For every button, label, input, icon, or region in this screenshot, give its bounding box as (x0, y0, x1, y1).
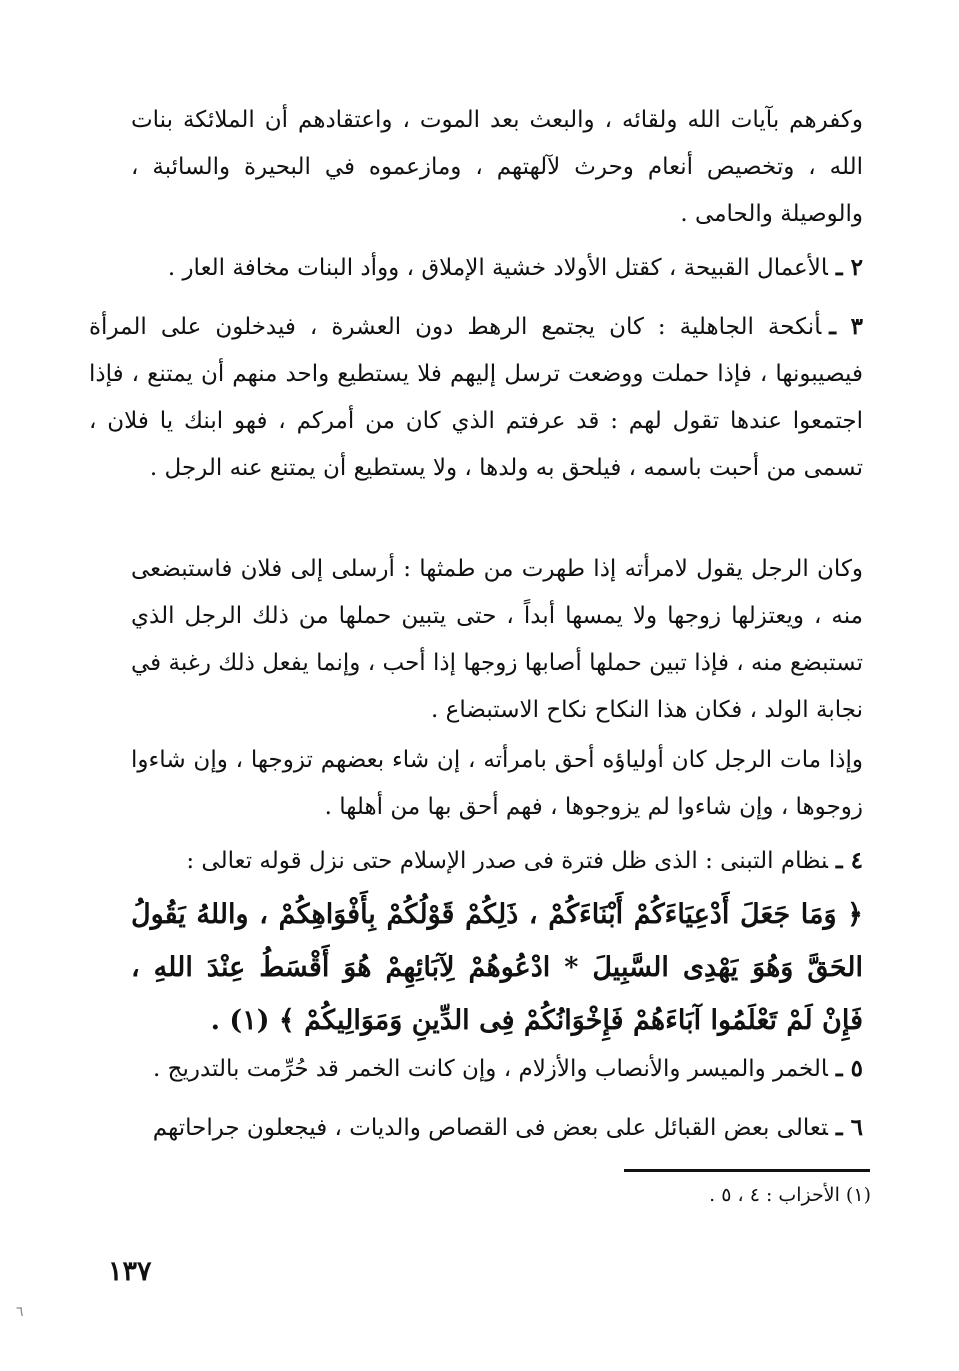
footnote: (١) الأحزاب : ٤ ، ٥ . (709, 1184, 871, 1206)
paragraph-istibda (131, 546, 863, 734)
quran-verse: ﴿ وَمَا جَعَلَ أَدْعِيَاءَكُمْ أَبْنَاءَكُمْ ، ذَلِكُمْ قَوْلُكُمْ بِأَفْوَاهِكُمْ ، واللهُ يَقُولُ الحَقَّ وَهُوَ يَهْدِى السَّبِيلَ * ادْعُوهُمْ لِآبَائِهِمْ هُوَ أَقْسَطُ عِنْدَ اللهِ ، فَإِنْ لَمْ تَعْلَمُوا آبَاءَهُمْ فَإِخْوَانُكُمْ فِى الدِّينِ وَمَوَالِيكُمْ ﴾ (١) . (131, 899, 863, 1036)
paragraph-1 (131, 97, 863, 238)
item-5 (89, 1045, 863, 1093)
item-6 (89, 1104, 863, 1152)
item-2-number: ٢ ـ (835, 254, 863, 281)
item-3-text: أنكحة الجاهلية : كان يجتمع الرهط دون العشرة ، فيدخلون على المرأة فيصيبونها ، فإذا حملت ووضعت ترسل إليهم فلا يستطيع واحد منهم أن يمتنع ، فإذا اجتمعوا عندها تقول لهم : قد عرفتم الذي كان من أمركم ، فهو ابنك يا فلان ، تسمى من أحبت باسمه ، فيلحق به ولدها ، ولا يستطيع أن يمتنع عنه الرجل . (89, 314, 863, 481)
item-5-number: ٥ ـ (835, 1055, 863, 1082)
item-4 (89, 837, 863, 885)
item-2-text: الأعمال القبيحة ، كقتل الأولاد خشية الإملاق ، ووأد البنات مخافة العار . (167, 255, 828, 281)
paragraph-1-text: وكفرهم بآيات الله ولقائه ، والبعث بعد الموت ، واعتقادهم أن الملائكة بنات الله ، وتخصيص أنعام وحرث لآلهتهم ، ومازعموه في البحيرة والسائبة ، والوصيلة والحامى . (131, 107, 863, 227)
item-3 (89, 303, 863, 492)
item-6-text: تعالى بعض القبائل على بعض فى القصاص والديات ، فيجعلون جراحاتهم (152, 1115, 828, 1141)
item-5-text: الخمر والميسر والأنصاب والأزلام ، وإن كانت الخمر قد حُرِّمت بالتدريج . (153, 1056, 828, 1082)
item-4-number: ٤ ـ (835, 847, 863, 874)
paragraph-istibda-text: وكان الرجل يقول لامرأته إذا طهرت من طمثها : أرسلى إلى فلان فاستبضعى منه ، ويعتزلها زوجها ولا يمسها أبداً ، حتى يتبين حملها من ذلك الرجل الذي تستبضع منه ، فإذا تبين حملها أصابها زوجها إذا أحب ، وإنما يفعل ذلك رغبة في نجابة الولد ، فكان هذا النكاح نكاح الاستبضاع . (131, 556, 863, 723)
page-number: ١٣٧ (108, 1256, 152, 1287)
item-6-number: ٦ ـ (835, 1114, 863, 1141)
paragraph-inheritance-text: وإذا مات الرجل كان أولياؤه أحق بامرأته ، إن شاء بعضهم تزوجها ، وإن شاءوا زوجوها ، وإن شاءوا لم يزوجوها ، فهم أحق بها من أهلها . (131, 747, 863, 820)
item-2 (89, 244, 863, 292)
item-4-text: نظام التبنى : الذى ظل فترة فى صدر الإسلام حتى نزل قوله تعالى : (186, 848, 828, 874)
paragraph-inheritance (131, 737, 863, 831)
item-3-number: ٣ ـ (829, 313, 863, 340)
footnote-divider (624, 1169, 870, 1172)
edge-mark: ٦ (16, 1304, 24, 1320)
